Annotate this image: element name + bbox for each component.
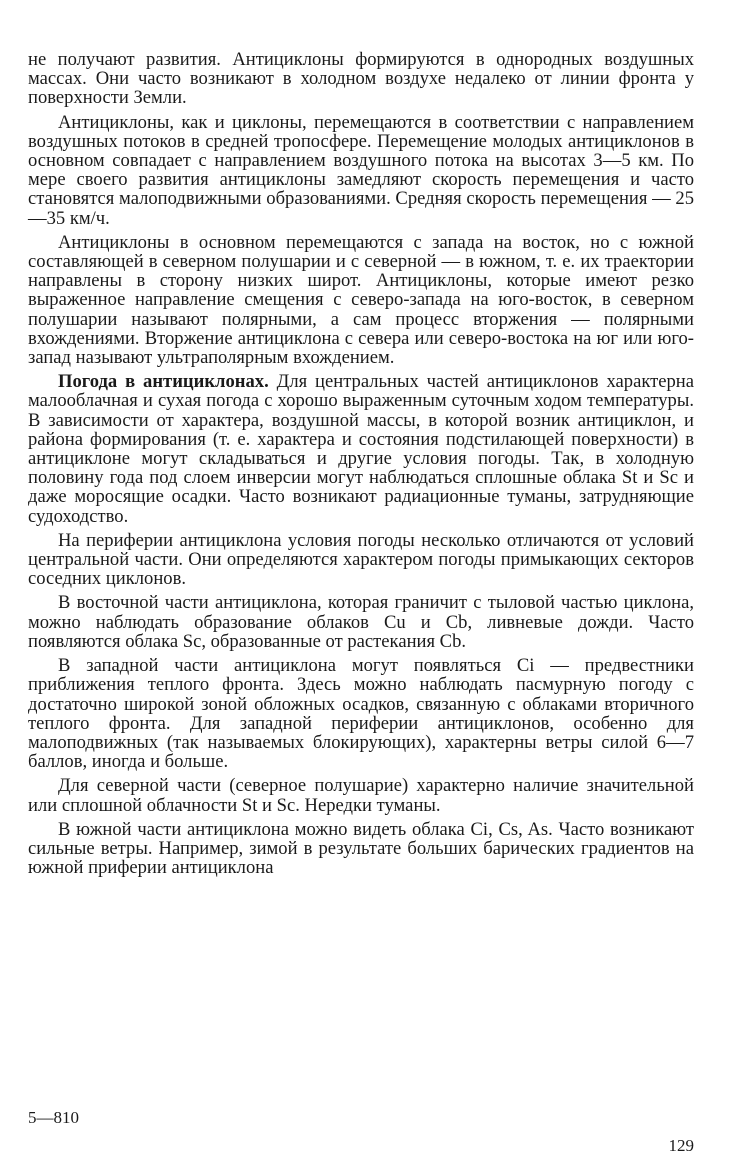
paragraph-6: [28, 593, 694, 651]
paragraph-7-text: В западной части антициклона могут появляться Ci — предвестники приближения теплого фронта. Здесь можно наблюдать пасмурную погоду с достаточно широкой зоной обложных осадков, связанную с облаками вторичного теплого фронта. Для западной периферии антициклонов, особенно для малоподвижных (так называемых блокирующих), характерны ветры силой 6—7 баллов, иногда и больше.: [28, 655, 694, 773]
paragraph-4-text: Для центральных частей антициклонов характерна малооблачная и сухая погода с хорошо выраженным суточным ходом температуры. В зависимости от характера, воздушной массы, в которой возник антициклон, и района формирования (т. е. характера и состояния подстилающей поверхности) в антициклоне могут складываться и другие условия погоды. Так, в холодную половину года под слоем инверсии могут наблюдаться сплошные облака St и Sc и даже моросящие осадки. Часто возникают радиационные туманы, затрудняющие судоходство.: [28, 371, 694, 527]
paragraph-9-text: В южной части антициклона можно видеть облака Ci, Cs, As. Часто возникают сильные ветры. Например, зимой в результате больших барических градиентов на южной приферии антициклона: [28, 818, 694, 879]
paragraph-2-text: Антициклоны, как и циклоны, перемещаются в соответствии с направлением воздушных потоков в средней тропосфере. Перемещение молодых антициклонов в основном совпадает с направлением воздушного потока на высотах 3—5 км. По мере своего развития антициклоны замедляют скорость перемещения и часто становятся малоподвижными образованиями. Средняя скорость перемещения — 25—35 км/ч.: [28, 111, 694, 229]
paragraph-4: [28, 372, 694, 526]
paragraph-8-text: Для северной части (северное полушарие) характерно наличие значительной или сплошной облачности St и Sc. Нередки туманы.: [28, 775, 694, 816]
paragraph-9: [28, 820, 694, 878]
paragraph-5: [28, 531, 694, 589]
printer-signature: 5—810: [28, 1108, 79, 1127]
paragraph-8: [28, 776, 694, 814]
paragraph-1: [28, 50, 694, 108]
paragraph-3: [28, 233, 694, 367]
paragraph-7: [28, 656, 694, 771]
section-heading: Погода в антициклонах.: [58, 371, 269, 393]
page-footer: [28, 1108, 694, 1155]
paragraph-5-text: На периферии антициклона условия погоды несколько отличаются от условий центральной части. Они определяются характером погоды примыкающих секторов соседних циклонов.: [28, 529, 694, 590]
text-column: [28, 50, 694, 882]
page-number: 129: [668, 1136, 694, 1155]
paragraph-2: [28, 113, 694, 228]
paragraph-1-text: не получают развития. Антициклоны формируются в однородных воздушных массах. Они часто возникают в холодном воздухе недалеко от линии фронта у поверхности Земли.: [28, 49, 694, 109]
paragraph-6-text: В восточной части антициклона, которая граничит с тыловой частью циклона, можно наблюдать образование облаков Cu и Cb, ливневые дожди. Часто появляются облака Sc, образованные от растекания Cb.: [28, 592, 694, 652]
paragraph-3-text: Антициклоны в основном перемещаются с запада на восток, но с южной составляющей в северном полушарии и с северной — в южном, т. е. их траектории направлены в сторону низких широт. Антициклоны, которые имеют резко выраженное направление смещения с северо-запада на юго-восток, в северном полушарии называют полярными, а сам процесс вторжения — полярными вхождениями. Вторжение антициклона с севера или северо-востока на юг или юго-запад называют ультраполярным вхождением.: [28, 231, 694, 369]
